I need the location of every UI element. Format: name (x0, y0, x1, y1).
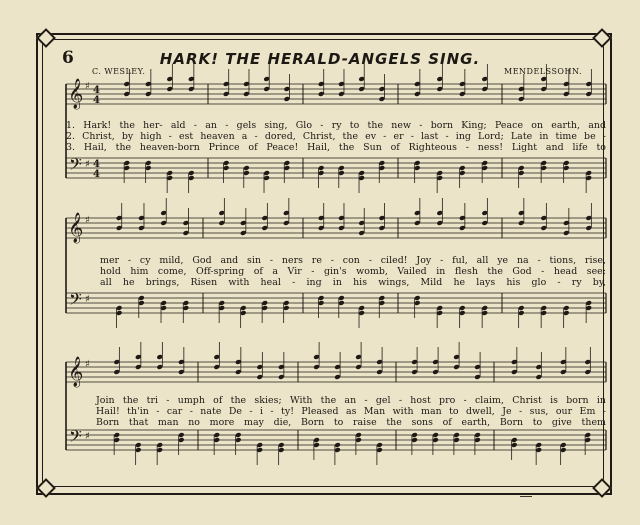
lyric-line: mer - cy mild, God and sin - ners re - con - ciled! Joy - ful, all ye na - tions, rise, (100, 255, 606, 266)
sharp-icon: ♯ (85, 359, 90, 370)
page-number: 6 (62, 48, 74, 68)
lyric-line: 2. Christ, by high - est heaven a - dored, Christ, the ev - er - last - ing Lord; Late in time be - (66, 131, 606, 142)
lyric-line: Born that man no more may die, Born to raise the sons of earth, Born to give them (96, 417, 606, 428)
hymn-title: HARK! THE HERALD-ANGELS SING. (159, 50, 481, 68)
time-signature-bottom: 4 (93, 95, 100, 106)
lyric-line: Join the tri - umph of the skies; With the an - gel - host pro - claim, Christ is born in (96, 395, 606, 406)
composer-credit: MENDELSSOHN. (504, 67, 582, 76)
sharp-icon: ♯ (85, 159, 90, 170)
bass-clef-icon: 𝄢 (69, 289, 82, 313)
sharp-icon: ♯ (85, 294, 90, 305)
sharp-icon: ♯ (85, 81, 90, 92)
lyric-line: all he brings, Risen with heal - ing in his wings, Mild he lays his glo - ry by, (100, 277, 606, 288)
sharp-icon: ♯ (85, 431, 90, 442)
treble-clef-icon: 𝄞 (68, 357, 84, 387)
printer-mark (520, 496, 532, 497)
time-signature-bottom: 4 (93, 169, 100, 180)
time-signature-top: 4 (93, 85, 100, 96)
lyric-line: hold him come, Off-spring of a Vir - gin's womb, Vailed in flesh the God - head see; (100, 266, 606, 277)
lyric-line: 3. Hail, the heaven-born Prince of Peace! Hail, the Sun of Righteous - ness! Light and life to (66, 142, 606, 153)
bass-clef-icon: 𝄢 (69, 426, 82, 450)
treble-clef-icon: 𝄞 (68, 79, 84, 109)
lyric-line: 1. Hark! the her- ald - an - gels sing, Glo - ry to the new - born King; Peace on earth, and (66, 120, 606, 131)
time-signature-top: 4 (93, 159, 100, 170)
treble-clef-icon: 𝄞 (68, 213, 84, 243)
bass-clef-icon: 𝄢 (69, 154, 82, 178)
lyric-line: Hail! th'in - car - nate De - i - ty! Pleased as Man with man to dwell, Je - sus, our Em - (96, 406, 606, 417)
sharp-icon: ♯ (85, 215, 90, 226)
lyricist-credit: C. WESLEY. (92, 67, 146, 76)
